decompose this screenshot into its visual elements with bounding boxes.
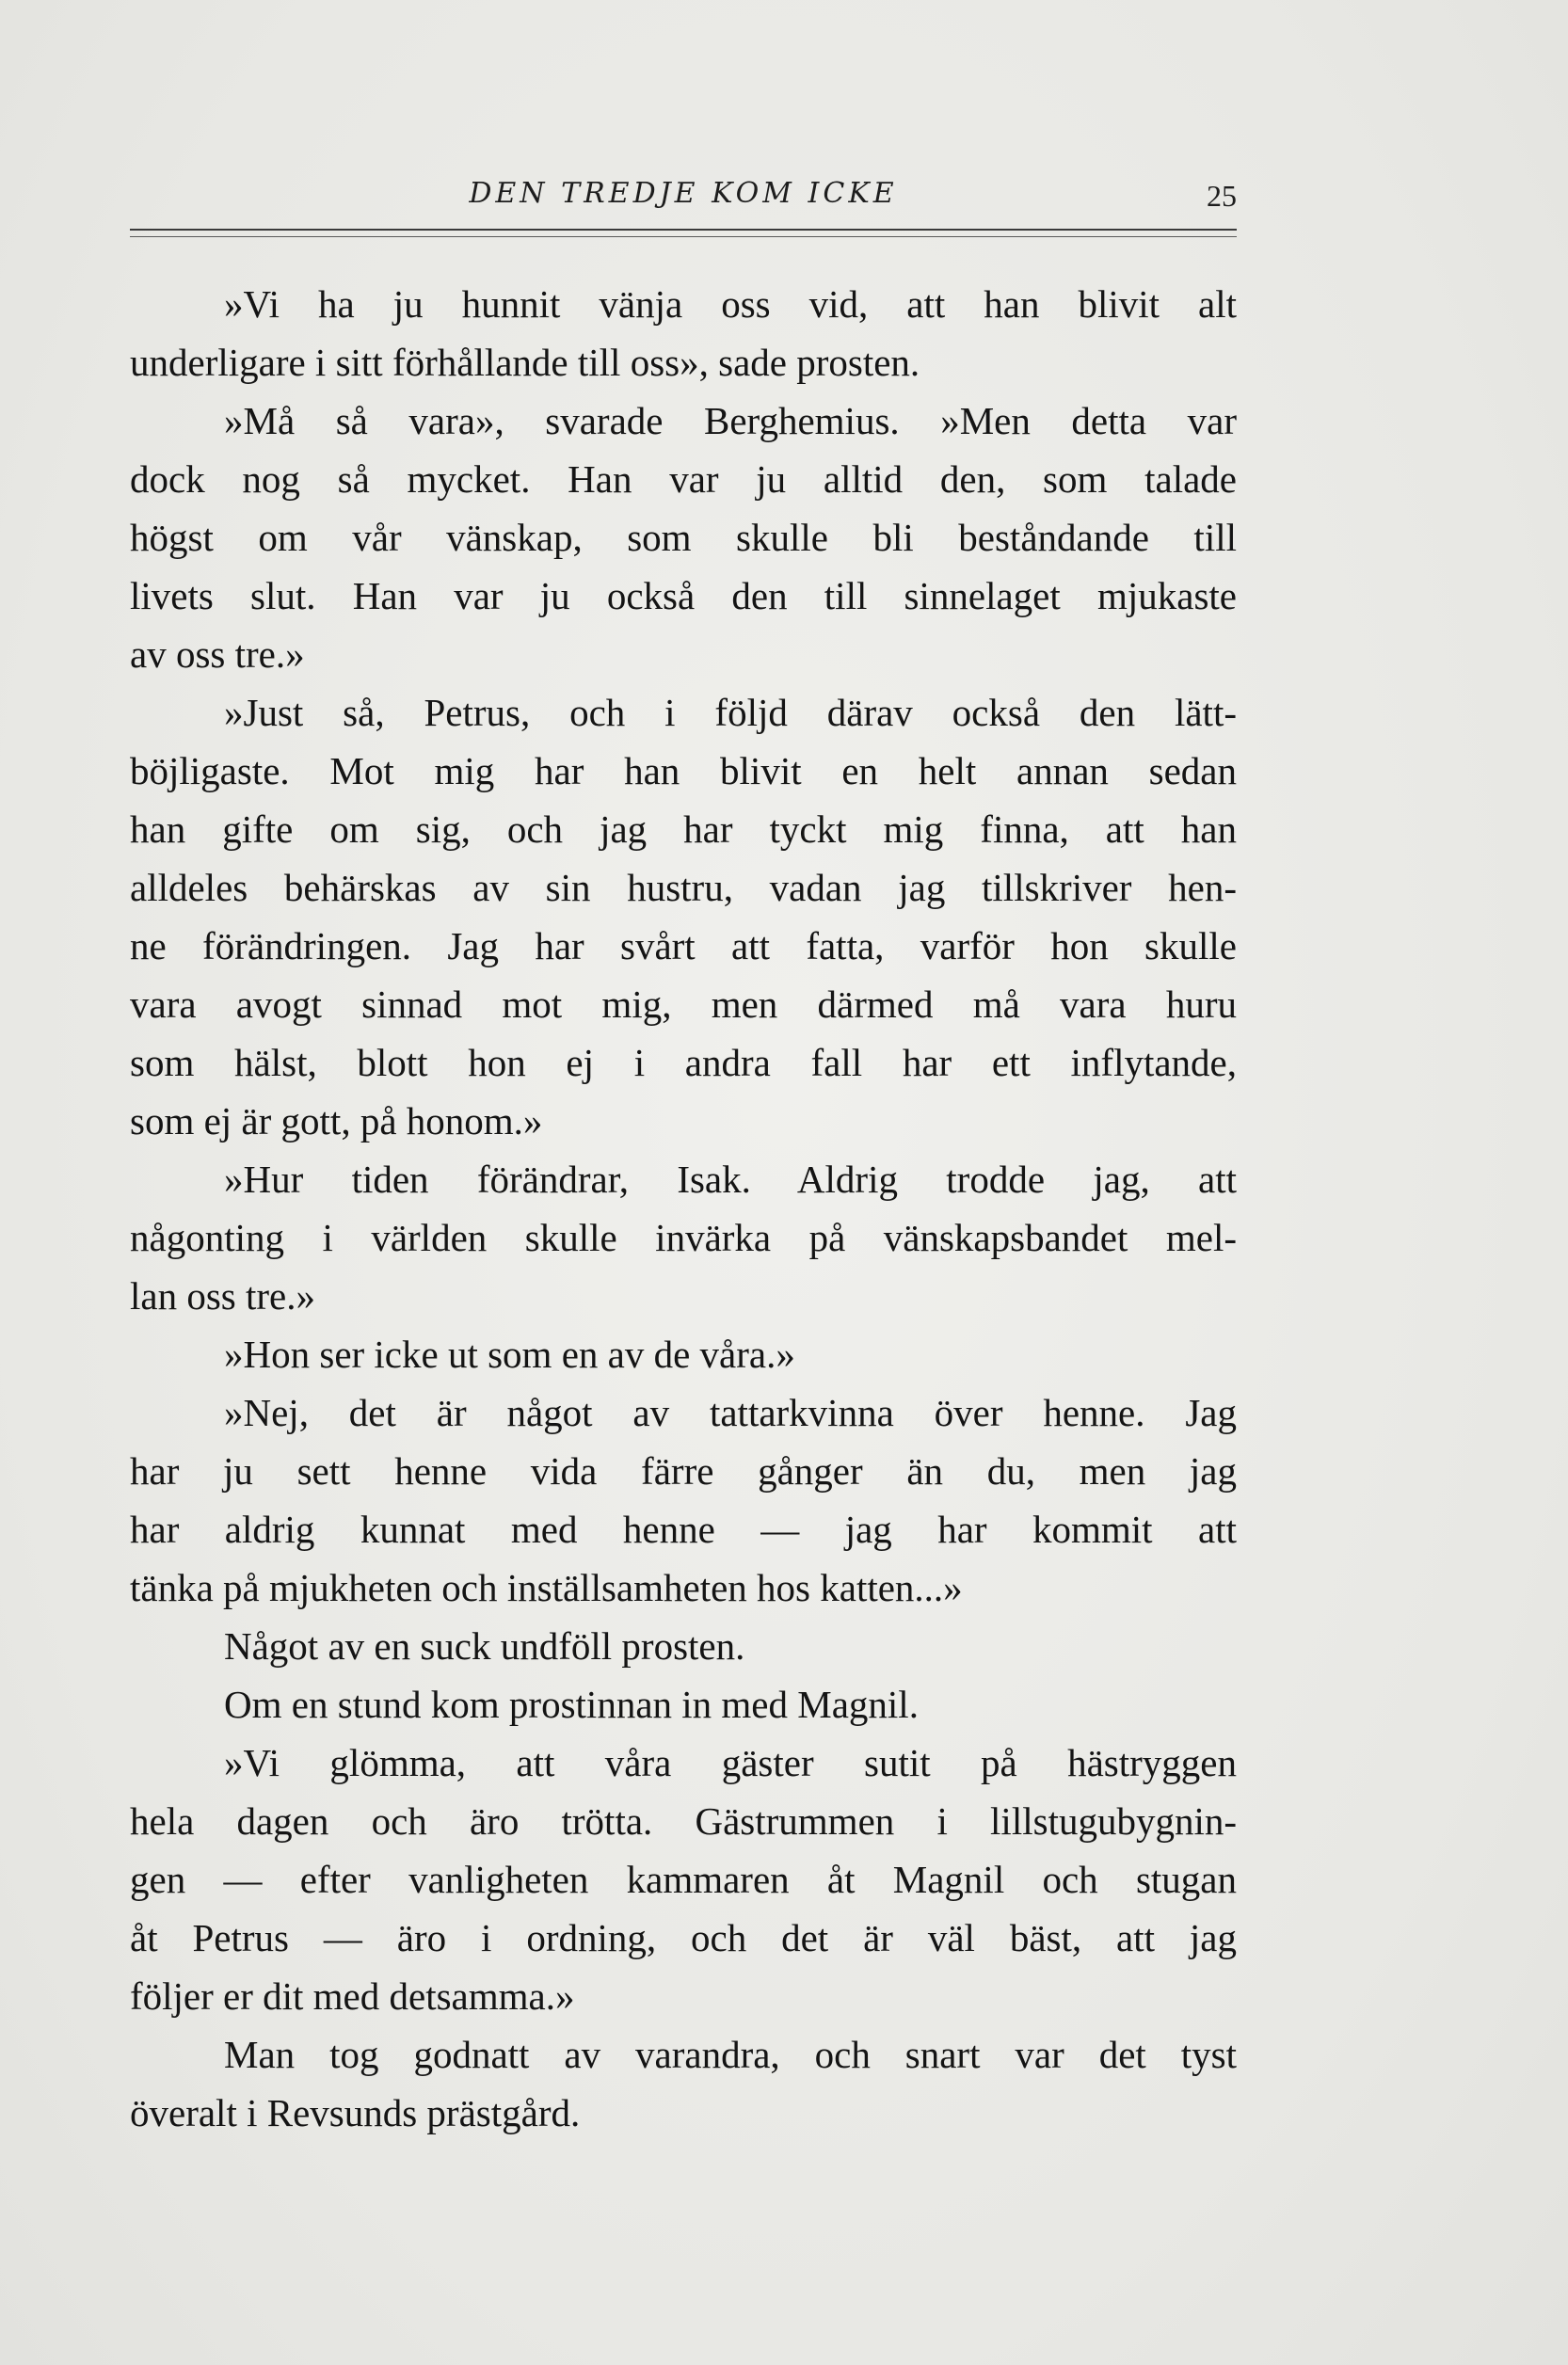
header-rule [130, 229, 1237, 237]
text-line: hela dagen och äro trötta. Gästrummen i lillstugubygnin- [130, 1799, 1237, 1843]
page-number: 25 [1207, 179, 1237, 213]
text-line: underligare i sitt förhållande till oss», sade prosten. [130, 341, 920, 384]
text-line: »Vi ha ju hunnit vänja oss vid, att han blivit alt [224, 282, 1237, 326]
text-line: livets slut. Han var ju också den till sinnelaget mjukaste [130, 574, 1237, 617]
text-line: tänka på mjukheten och inställsamheten hos katten...» [130, 1566, 963, 1609]
text-line: som ej är gott, på honom.» [130, 1099, 543, 1143]
text-line: gen — efter vanligheten kammaren åt Magnil och stugan [130, 1858, 1237, 1901]
text-line: alldeles behärskas av sin hustru, vadan jag tillskriver hen- [130, 866, 1237, 909]
text-line: Om en stund kom prostinnan in med Magnil. [224, 1683, 919, 1726]
text-line: av oss tre.» [130, 632, 305, 676]
text-line: »Just så, Petrus, och i följd därav också den lätt- [224, 691, 1237, 734]
text-line: har ju sett henne vida färre gånger än du, men jag [130, 1449, 1237, 1493]
text-line: åt Petrus — äro i ordning, och det är väl bäst, att jag [130, 1916, 1237, 1959]
text-line: vara avogt sinnad mot mig, men därmed må vara huru [130, 983, 1237, 1026]
text-line: dock nog så mycket. Han var ju alltid den, som talade [130, 457, 1237, 501]
text-line: böjligaste. Mot mig har han blivit en helt annan sedan [130, 749, 1237, 792]
text-line: »Hur tiden förändrar, Isak. Aldrig trodde jag, att [224, 1158, 1237, 1201]
text-line: överalt i Revsunds prästgård. [130, 2091, 581, 2134]
text-line: »Nej, det är något av tattarkvinna över henne. Jag [224, 1391, 1237, 1434]
running-title: DEN TREDJE KOM ICKE [469, 177, 898, 210]
text-line: ne förändringen. Jag har svårt att fatta, varför hon skulle [130, 924, 1237, 967]
text-line: »Må så vara», svarade Berghemius. »Men detta var [224, 399, 1237, 442]
text-line: lan oss tre.» [130, 1274, 315, 1318]
text-line: högst om vår vänskap, som skulle bli beståndande till [130, 516, 1237, 559]
text-line: han gifte om sig, och jag har tyckt mig finna, att han [130, 807, 1237, 851]
body-text [130, 275, 1237, 2142]
text-line: har aldrig kunnat med henne — jag har kommit att [130, 1508, 1237, 1551]
text-line: »Hon ser icke ut som en av de våra.» [224, 1333, 795, 1376]
text-line: »Vi glömma, att våra gäster sutit på hästryggen [224, 1741, 1237, 1784]
text-line: någonting i världen skulle invärka på vänskapsbandet mel- [130, 1216, 1237, 1259]
text-line: följer er dit med detsamma.» [130, 1974, 575, 2018]
text-line: Man tog godnatt av varandra, och snart var det tyst [224, 2033, 1237, 2076]
running-head [130, 169, 1237, 226]
text-line: Något av en suck undföll prosten. [224, 1624, 745, 1668]
text-line: som hälst, blott hon ej i andra fall har ett inflytande, [130, 1041, 1237, 1084]
